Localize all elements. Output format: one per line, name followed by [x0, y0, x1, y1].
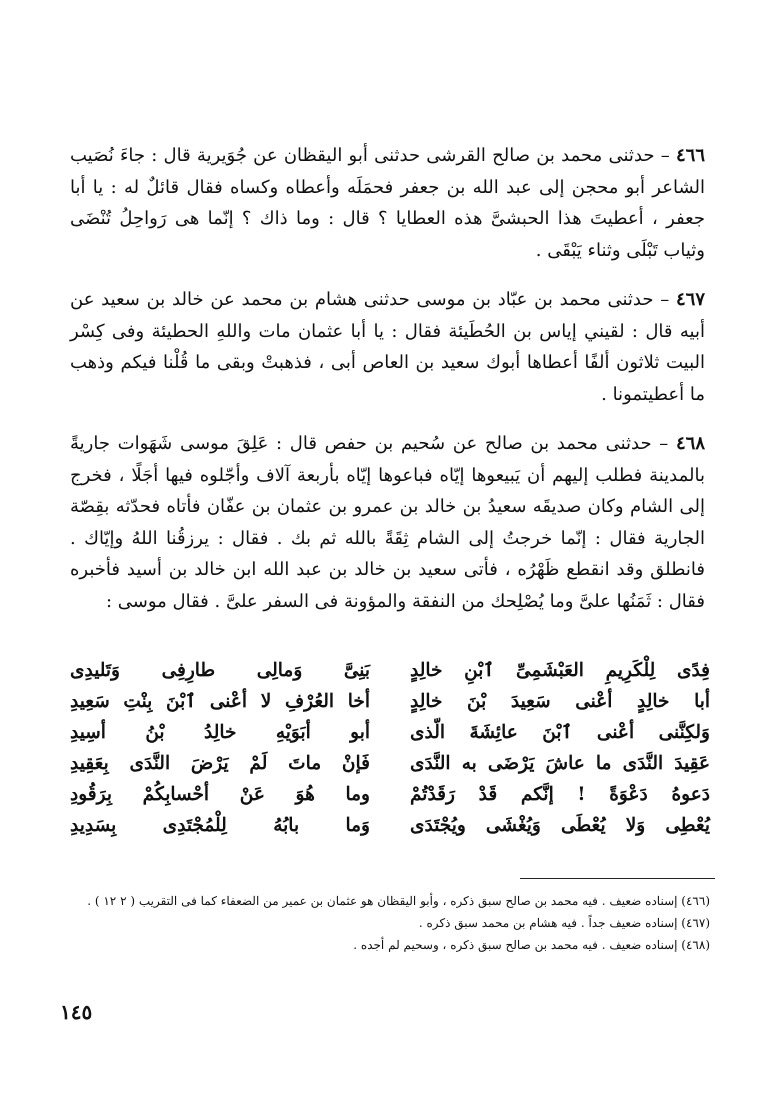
- entry-number: ٤٦٧: [675, 289, 705, 310]
- first-hemistich: دَعوهُ دَعْوَةً ! إنَّكم قَدْ رَقَدْتُمْ: [410, 784, 710, 805]
- entry-number: ٤٦٦: [676, 145, 706, 166]
- entry-number: ٤٦٨: [675, 433, 705, 454]
- poem-verse: [70, 748, 710, 779]
- footnote: (٤٦٦) إسناده ضعيف . فيه محمد بن صالح سبق ذكره ، وأبو اليقظان هو عثمان بن عمير من الضعفاء كما فى التقريب ( ٢ ١٢ ) .: [87, 894, 710, 908]
- footnote-divider: [520, 878, 715, 879]
- entry-468: ٤٦٨ – حدثنى محمد بن صالح عن سُحيم بن حفص قال : عَلِقَ موسى شَهَوات جاريةً بالمدينة فطلب إليهم أن يَبيعوها إيّاه فباعوها إيّاه بأربعة آلاف وأجّلوه فيها أجَلًا ، فخرج إلى الشام وكان صديقَه سعيدُ بن خالد بن عمرو بن عثمان بن عفّان فأتاه فحدّثه بقِصّة الجارية فقال : إنّما خرجتُ إلى الشام ثِقَةً بالله ثم بك . فقال : يرزقُنا اللهُ وإيّاك . فانطلق وقد انقطع ظَهْرُه ، فأتى سعيد بن خالد بن عبد الله ابن خالد بن أسيد فأخبره فقال : ثَمَنُها علىَّ وما يُصْلِحك من النفقة والمؤونة فى السفر علىَّ . فقال موسى :: [70, 433, 705, 612]
- first-hemistich: أبا خالِدٍ أعْنى سَعِيدَ بْنَ خالِدٍ: [410, 691, 710, 712]
- poem: [70, 655, 710, 841]
- second-hemistich: فَإنْ ماتَ لَمْ يَرْضَ النَّدَى بِعَقِيدِ: [70, 753, 370, 774]
- second-hemistich: بَنِىَّ وَمالِى طارِفِى وَتَليدِى: [70, 660, 370, 681]
- second-hemistich: وما هُوَ عَنْ أحْسابِكُمْ بِرَقُودِ: [70, 784, 370, 805]
- entry-text: حدثنى محمد بن صالح عن سُحيم بن حفص قال : عَلِقَ موسى شَهَوات جاريةً بالمدينة فطلب إليهم أن يَبيعوها إيّاه فباعوها إيّاه بأربعة آلاف وأجّلوه فيها أجَلًا ، فخرج إلى الشام وكان صديقَه سعيدُ بن خالد بن عمرو بن عثمان بن عفّان فأتاه فحدّثه بقِصّة الجارية فقال : إنّما خرجتُ إلى الشام ثِقَةً بالله ثم بك . فقال : يرزقُنا اللهُ وإيّاك . فانطلق وقد انقطع ظَهْرُه ، فأتى سعيد بن خالد بن عبد الله ابن خالد بن أسيد فأخبره فقال : ثَمَنُها علىَّ وما يُصْلِحك من النفقة والمؤونة فى السفر علىَّ . فقال موسى :: [70, 433, 705, 612]
- poem-verse: [70, 779, 710, 810]
- footnotes: [60, 890, 710, 956]
- second-hemistich: أخا العُرْفِ لا أعْنى ٱبْنَ بِنْتِ سَعِيدِ: [70, 691, 370, 712]
- entry-466: ٤٦٦ – حدثنى محمد بن صالح القرشى حدثنى أبو اليقظان عن جُوَيرية قال : جاءَ نُصَيب الشاعر أبو محجن إلى عبد الله بن جعفر فحمَلَه وأعطاه وكساه فقال قائلٌ له : يا أبا جعفر ، أعطيتَ هذا الحبشىَّ هذه العطايا ؟ قال : وما ذاك ؟ إنّما هى رَواحِلُ تُنْضَى وثياب تَبْلَى وثناء يَبْقَى .: [70, 145, 706, 261]
- entry-467: ٤٦٧ – حدثنى محمد بن عبّاد بن موسى حدثنى هشام بن محمد عن خالد بن سعيد عن أبيه قال : لقيني إياس بن الحُطَيئة فقال : يا أبا عثمان مات واللهِ الحطيئة وفى كِسْر البيت ثلاثون ألفًا أعطاها أبوك سعيد بن العاص أبى ، فذهبتْ وبقى ما قُلْنا فيكم وذهب ما أعطيتمونا .: [70, 289, 705, 405]
- poem-verse: [70, 717, 710, 748]
- poem-verse: [70, 655, 710, 686]
- entry-text: حدثنى محمد بن عبّاد بن موسى حدثنى هشام بن محمد عن خالد بن سعيد عن أبيه قال : لقيني إياس بن الحُطَيئة فقال : يا أبا عثمان مات واللهِ الحطيئة وفى كِسْر البيت ثلاثون ألفًا أعطاها أبوك سعيد بن العاص أبى ، فذهبتْ وبقى ما قُلْنا فيكم وذهب ما أعطيتمونا .: [70, 289, 705, 405]
- footnote: (٤٦٧) إسناده ضعيف جداً . فيه هشام بن محمد سبق ذكره .: [418, 916, 710, 930]
- first-hemistich: عَقِيدَ النَّدَى ما عاشَ يَرْضَى به النَّدَى: [410, 753, 710, 774]
- first-hemistich: فِدًى لِلْكَرِيمِ العَبْشَمِىِّ ٱبْنِ خالِدٍ: [410, 660, 710, 681]
- main-text: [70, 140, 705, 635]
- second-hemistich: أبو أبَوَيْهِ خالِدُ بْنُ أسِيدِ: [70, 722, 370, 743]
- footnote: (٤٦٨) إسناده ضعيف . فيه محمد بن صالح سبق ذكره ، وسحيم لم أجده .: [353, 938, 710, 952]
- poem-verse: [70, 686, 710, 717]
- first-hemistich: يُعْطِى وَلا يُعْطَى وَيُغْشَى ويُجْتَدَى: [410, 815, 710, 836]
- entry-text: حدثنى محمد بن صالح القرشى حدثنى أبو اليقظان عن جُوَيرية قال : جاءَ نُصَيب الشاعر أبو محجن إلى عبد الله بن جعفر فحمَلَه وأعطاه وكساه فقال قائلٌ له : يا أبا جعفر ، أعطيتَ هذا الحبشىَّ هذه العطايا ؟ قال : وما ذاك ؟ إنّما هى رَواحِلُ تُنْضَى وثياب تَبْلَى وثناء يَبْقَى .: [70, 145, 705, 261]
- first-hemistich: وَلكِنَّنى أعْنى ٱبْنَ عائِشَةَ الّذى: [410, 722, 710, 743]
- page-number: ١٤٥: [60, 1000, 93, 1024]
- second-hemistich: وَما بابُهُ لِلْمُجْتَدِى بِسَدِيدِ: [70, 815, 370, 836]
- poem-verse: [70, 810, 710, 841]
